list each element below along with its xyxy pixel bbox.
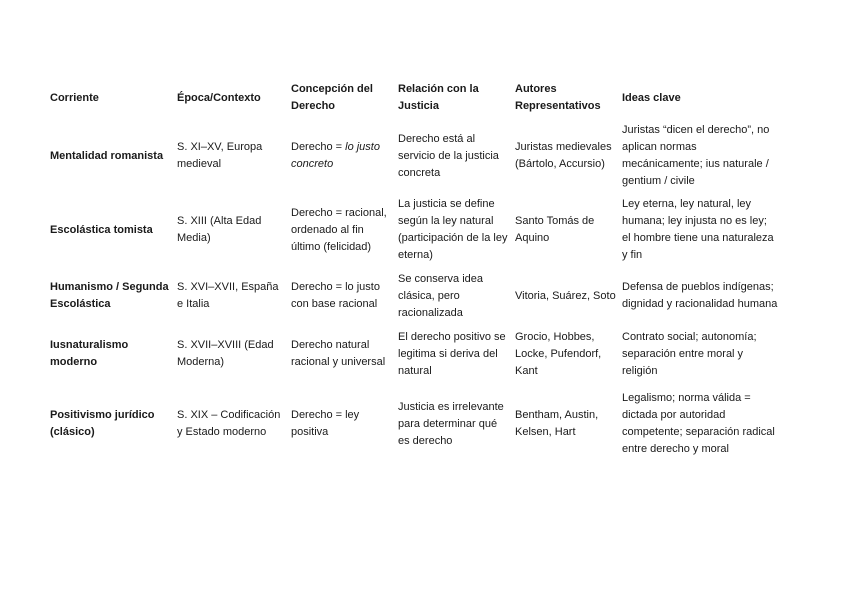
comparison-table bbox=[48, 76, 780, 464]
table-row bbox=[48, 120, 780, 192]
cell-autores: Grocio, Hobbes, Locke, Pufendorf, Kant bbox=[515, 330, 602, 377]
cell-epoca: S. XVI–XVII, España e Italia bbox=[177, 281, 279, 310]
cell-autores: Vitoria, Suárez, Soto bbox=[515, 289, 616, 302]
cell-concepcion: Derecho = racional, ordenado al fin último (felicidad) bbox=[291, 206, 387, 253]
cell-concepcion bbox=[289, 120, 396, 192]
table-header-row bbox=[48, 76, 780, 120]
cell-corriente: Mentalidad romanista bbox=[50, 149, 164, 162]
cell-relacion: Se conserva idea clásica, pero racionalizada bbox=[398, 272, 483, 319]
header-epoca: Época/Contexto bbox=[177, 91, 261, 104]
cell-relacion: El derecho positivo se legitima si deriva del natural bbox=[398, 330, 506, 377]
header-autores: Autores Representativos bbox=[515, 83, 601, 112]
cell-ideas: Legalismo; norma válida = dictada por autoridad competente; separación radical entre derecho y moral bbox=[622, 392, 775, 455]
header-concepcion: Concepción del Derecho bbox=[291, 83, 373, 112]
table-row bbox=[48, 268, 780, 324]
cell-epoca: S. XI–XV, Europa medieval bbox=[177, 141, 263, 170]
header-ideas: Ideas clave bbox=[622, 91, 681, 104]
cell-concepcion: Derecho = lo justo con base racional bbox=[291, 281, 380, 310]
header-relacion: Relación con la Justicia bbox=[398, 83, 479, 112]
cell-corriente: Escolástica tomista bbox=[50, 223, 153, 236]
cell-autores: Bentham, Austin, Kelsen, Hart bbox=[515, 409, 599, 438]
cell-autores: Juristas medievales (Bártolo, Accursio) bbox=[515, 141, 612, 170]
cell-ideas: Contrato social; autonomía; separación entre moral y religión bbox=[622, 330, 757, 377]
header-corriente: Corriente bbox=[50, 91, 99, 104]
cell-relacion: La justicia se define según la ley natural (participación de la ley eterna) bbox=[398, 198, 508, 261]
cell-concepcion-prefix: Derecho = bbox=[291, 141, 346, 153]
cell-concepcion: Derecho = ley positiva bbox=[291, 409, 360, 438]
cell-relacion: Derecho está al servicio de la justicia concreta bbox=[398, 132, 499, 179]
cell-autores: Santo Tomás de Aquino bbox=[515, 215, 595, 244]
table-row bbox=[48, 324, 780, 384]
cell-ideas: Ley eterna, ley natural, ley humana; ley injusta no es ley; el hombre tiene una naturaleza y fin bbox=[622, 198, 774, 261]
cell-corriente: Humanismo / Segunda Escolástica bbox=[50, 281, 169, 310]
cell-ideas: Juristas “dicen el derecho”, no aplican normas mecánicamente; ius naturale / gentium / civile bbox=[622, 124, 770, 187]
cell-epoca: S. XIII (Alta Edad Media) bbox=[177, 215, 262, 244]
cell-corriente: Positivismo jurídico (clásico) bbox=[50, 409, 155, 438]
cell-relacion: Justicia es irrelevante para determinar qué es derecho bbox=[398, 400, 504, 447]
cell-concepcion-emphasis: lo justo concreto bbox=[291, 141, 380, 170]
cell-corriente: Iusnaturalismo moderno bbox=[50, 339, 129, 368]
cell-ideas: Defensa de pueblos indígenas; dignidad y racionalidad humana bbox=[622, 281, 778, 310]
cell-concepcion: Derecho natural racional y universal bbox=[291, 339, 386, 368]
cell-epoca: S. XIX – Codificación y Estado moderno bbox=[177, 409, 281, 438]
table-row bbox=[48, 384, 780, 464]
cell-epoca: S. XVII–XVIII (Edad Moderna) bbox=[177, 339, 274, 368]
table-row bbox=[48, 192, 780, 268]
